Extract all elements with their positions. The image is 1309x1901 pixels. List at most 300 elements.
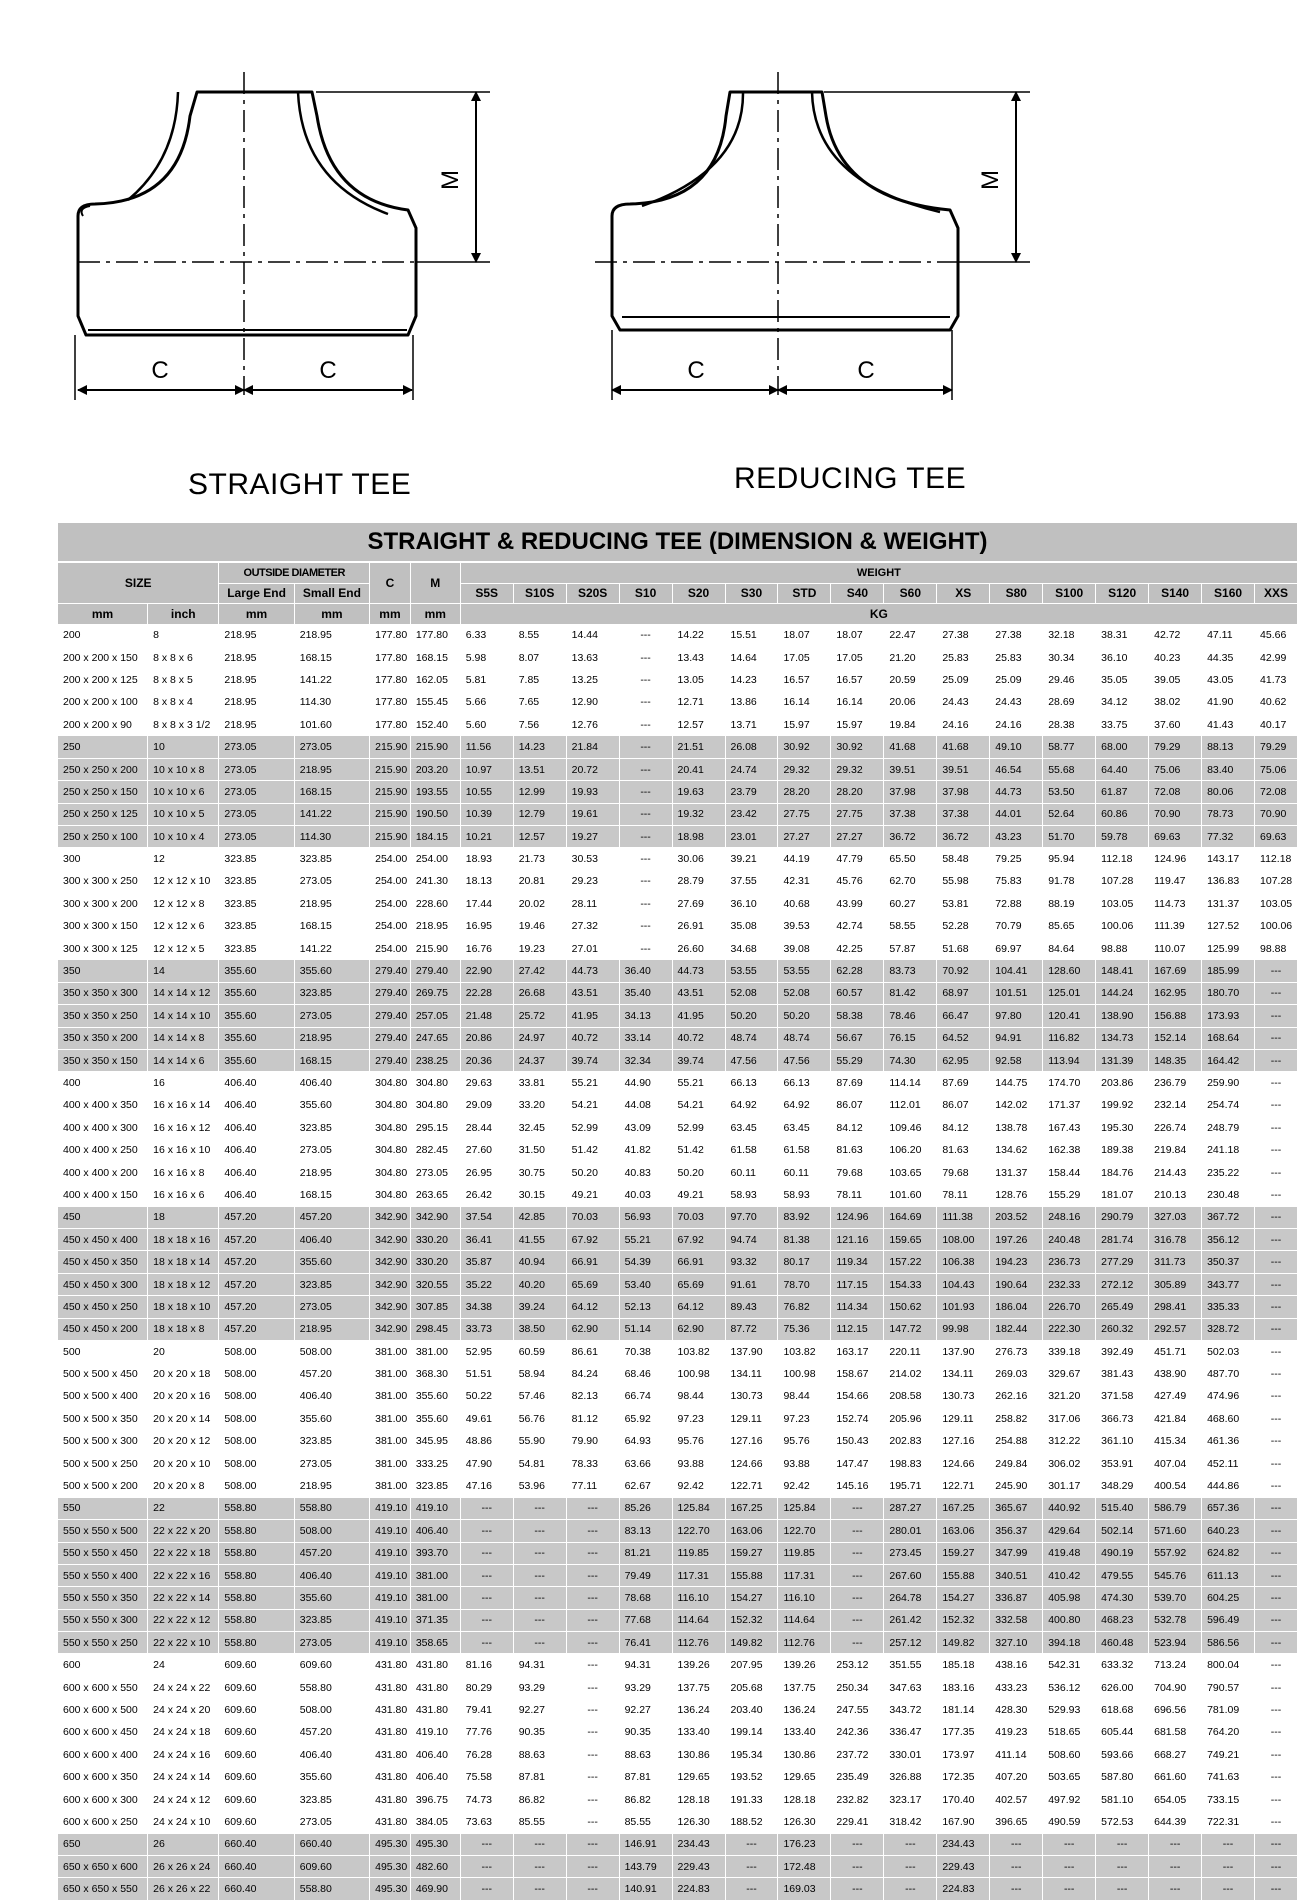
table-cell: --- (831, 1632, 884, 1654)
table-cell: 19.63 (672, 781, 725, 803)
table-cell: 30.92 (831, 736, 884, 758)
table-cell: 152.74 (831, 1408, 884, 1430)
table-cell: 60.11 (725, 1161, 778, 1183)
table-cell: 33.14 (619, 1027, 672, 1049)
table-cell: 14.23 (513, 736, 566, 758)
table-cell: 91.78 (1043, 870, 1096, 892)
weight-header: WEIGHT (460, 562, 1297, 583)
table-cell: --- (884, 1855, 937, 1877)
table-cell: 572.53 (1096, 1811, 1149, 1833)
table-cell: 20.36 (460, 1049, 513, 1071)
table-cell: 500 (58, 1341, 148, 1363)
schedule-header: S100 (1043, 583, 1096, 604)
table-cell: 550 x 550 x 350 (58, 1587, 148, 1609)
table-cell: 29.09 (460, 1094, 513, 1116)
table-cell: 235.49 (831, 1766, 884, 1788)
table-cell: 350 x 350 x 300 (58, 982, 148, 1004)
table-cell: --- (513, 1609, 566, 1631)
table-cell: 451.71 (1149, 1341, 1202, 1363)
table-cell: 83.40 (1202, 758, 1255, 780)
table-cell: 431.80 (370, 1721, 411, 1743)
table-cell: 84.12 (937, 1117, 990, 1139)
table-cell: 103.65 (884, 1161, 937, 1183)
table-cell: 152.32 (937, 1609, 990, 1631)
table-row (58, 1027, 1298, 1049)
table-cell: --- (619, 736, 672, 758)
table-cell: 36.72 (884, 826, 937, 848)
table-cell: 431.80 (410, 1676, 460, 1698)
table-cell: 52.13 (619, 1296, 672, 1318)
table-cell: 733.15 (1202, 1788, 1255, 1810)
table-cell: 450 x 450 x 350 (58, 1251, 148, 1273)
table-cell: 94.31 (513, 1654, 566, 1676)
table-cell: 122.71 (725, 1475, 778, 1497)
table-cell: 122.70 (672, 1520, 725, 1542)
table-cell: 128.18 (778, 1788, 831, 1810)
reducing-dim-m: M (977, 170, 1004, 190)
table-cell: 508.00 (294, 1699, 369, 1721)
table-cell: 86.82 (513, 1788, 566, 1810)
table-cell: 406.40 (294, 1072, 369, 1094)
table-cell: 65.50 (884, 848, 937, 870)
m-header: M (410, 562, 460, 604)
table-cell: 558.80 (219, 1542, 294, 1564)
table-cell: 41.90 (1202, 691, 1255, 713)
table-cell: 224.83 (937, 1878, 990, 1900)
table-cell: 220.11 (884, 1341, 937, 1363)
table-cell: 355.60 (294, 960, 369, 982)
c-header: C (370, 562, 411, 604)
table-cell: 39.74 (672, 1049, 725, 1071)
reducing-tee-drawing (595, 72, 1030, 400)
table-cell: 33.20 (513, 1094, 566, 1116)
table-cell: 114.14 (884, 1072, 937, 1094)
table-cell: 300 x 300 x 250 (58, 870, 148, 892)
table-cell: 253.12 (831, 1654, 884, 1676)
table-cell: 400 x 400 x 150 (58, 1184, 148, 1206)
table-cell: 53.55 (725, 960, 778, 982)
table-cell: 304.80 (370, 1117, 411, 1139)
table-cell: 55.29 (831, 1049, 884, 1071)
table-cell: 121.16 (831, 1229, 884, 1251)
table-cell: 218.95 (219, 669, 294, 691)
table-cell: 400 x 400 x 350 (58, 1094, 148, 1116)
table-cell: 84.64 (1043, 937, 1096, 959)
table-cell: 202.83 (884, 1430, 937, 1452)
table-cell: 54.21 (566, 1094, 619, 1116)
table-cell: 457.20 (219, 1206, 294, 1228)
table-cell: 20 (148, 1341, 219, 1363)
table-cell: 304.80 (370, 1094, 411, 1116)
schedule-header: S30 (725, 583, 778, 604)
table-cell: 79.41 (460, 1699, 513, 1721)
table-cell: 25.83 (990, 646, 1043, 668)
table-cell: 28.38 (1043, 714, 1096, 736)
table-cell: 558.80 (294, 1878, 369, 1900)
table-cell: 13.63 (566, 646, 619, 668)
table-cell: --- (1255, 1855, 1298, 1877)
table-cell: 28.20 (831, 781, 884, 803)
table-cell: 168.15 (294, 646, 369, 668)
table-cell: 200 x 200 x 100 (58, 691, 148, 713)
table-cell: 74.73 (460, 1788, 513, 1810)
table-cell: 16 x 16 x 14 (148, 1094, 219, 1116)
table-cell: 78.68 (619, 1587, 672, 1609)
table-cell: 254.00 (370, 848, 411, 870)
table-cell: 406.40 (219, 1094, 294, 1116)
table-cell: --- (619, 870, 672, 892)
table-cell: 52.08 (725, 982, 778, 1004)
table-cell: 177.80 (370, 669, 411, 691)
table-cell: 128.18 (672, 1788, 725, 1810)
table-cell: 16 x 16 x 8 (148, 1161, 219, 1183)
table-cell: 43.05 (1202, 669, 1255, 691)
table-cell: 177.80 (370, 691, 411, 713)
table-cell: 10 x 10 x 8 (148, 758, 219, 780)
table-cell: 52.99 (566, 1117, 619, 1139)
table-cell: 12.99 (513, 781, 566, 803)
table-cell: 419.10 (370, 1609, 411, 1631)
table-cell: 633.32 (1096, 1654, 1149, 1676)
table-cell: --- (1255, 1878, 1298, 1900)
table-cell: 609.60 (219, 1811, 294, 1833)
table-cell: --- (566, 1766, 619, 1788)
table-cell: 8 x 8 x 6 (148, 646, 219, 668)
table-cell: 127.52 (1202, 915, 1255, 937)
table-cell: 53.50 (1043, 781, 1096, 803)
table-cell: 155.45 (410, 691, 460, 713)
table-cell: --- (460, 1520, 513, 1542)
table-cell: 419.10 (370, 1542, 411, 1564)
table-cell: 381.00 (410, 1587, 460, 1609)
table-cell: --- (884, 1878, 937, 1900)
table-cell: 86.07 (831, 1094, 884, 1116)
table-cell: 64.12 (566, 1296, 619, 1318)
table-cell: 381.00 (370, 1430, 411, 1452)
table-cell: 65.69 (566, 1273, 619, 1295)
table-cell: 500 x 500 x 300 (58, 1430, 148, 1452)
table-cell: 95.94 (1043, 848, 1096, 870)
table-cell: 189.38 (1096, 1139, 1149, 1161)
table-cell: 27.60 (460, 1139, 513, 1161)
table-cell: 62.28 (831, 960, 884, 982)
table-cell: 37.38 (937, 803, 990, 825)
table-cell: 495.30 (410, 1833, 460, 1855)
table-cell: --- (566, 1520, 619, 1542)
table-row (58, 1609, 1298, 1631)
table-cell: 41.68 (937, 736, 990, 758)
table-cell: 22 (148, 1497, 219, 1519)
table-cell: 125.84 (672, 1497, 725, 1519)
table-cell: --- (460, 1497, 513, 1519)
table-cell: --- (1255, 1721, 1298, 1743)
table-cell: 154.27 (937, 1587, 990, 1609)
table-cell: 790.57 (1202, 1676, 1255, 1698)
table-cell: 222.30 (1043, 1318, 1096, 1340)
table-cell: 247.55 (831, 1699, 884, 1721)
table-cell: 40.62 (1255, 691, 1298, 713)
table-cell: 120.41 (1043, 1005, 1096, 1027)
table-cell: 86.82 (619, 1788, 672, 1810)
table-row (58, 848, 1298, 870)
table-cell: 345.95 (410, 1430, 460, 1452)
table-cell: 342.90 (370, 1229, 411, 1251)
table-cell: 600 x 600 x 350 (58, 1766, 148, 1788)
table-cell: 18 x 18 x 16 (148, 1229, 219, 1251)
table-cell: 116.82 (1043, 1027, 1096, 1049)
table-cell: 58.55 (884, 915, 937, 937)
table-cell: 226.70 (1043, 1296, 1096, 1318)
table-cell: 200 (58, 624, 148, 646)
table-cell: --- (1255, 1654, 1298, 1676)
table-row (58, 1699, 1298, 1721)
table-cell: 100.98 (672, 1363, 725, 1385)
table-cell: 39.08 (778, 937, 831, 959)
table-cell: 495.30 (370, 1878, 411, 1900)
table-cell: 155.88 (937, 1564, 990, 1586)
table-cell: 53.40 (619, 1273, 672, 1295)
table-cell: 267.60 (884, 1564, 937, 1586)
table-cell: 600 (58, 1654, 148, 1676)
table-cell: 24 x 24 x 20 (148, 1699, 219, 1721)
table-cell: 323.85 (219, 915, 294, 937)
table-cell: 218.95 (219, 646, 294, 668)
table-cell: 10 x 10 x 6 (148, 781, 219, 803)
table-cell: 596.49 (1202, 1609, 1255, 1631)
table-cell: 474.96 (1202, 1385, 1255, 1407)
table-cell: 108.00 (937, 1229, 990, 1251)
table-cell: 93.32 (725, 1251, 778, 1273)
table-cell: 318.42 (884, 1811, 937, 1833)
table-cell: 177.35 (937, 1721, 990, 1743)
table-cell: 18 (148, 1206, 219, 1228)
table-cell: 98.44 (672, 1385, 725, 1407)
table-cell: 228.60 (410, 893, 460, 915)
table-cell: --- (566, 1855, 619, 1877)
table-cell: 101.51 (990, 982, 1043, 1004)
table-cell: 54.21 (672, 1094, 725, 1116)
table-cell: 89.43 (725, 1296, 778, 1318)
table-cell: 381.00 (370, 1452, 411, 1474)
table-cell: 300 x 300 x 150 (58, 915, 148, 937)
table-row (58, 1788, 1298, 1810)
table-cell: 502.14 (1096, 1520, 1149, 1542)
table-cell: 114.73 (1149, 893, 1202, 915)
table-cell: 273.05 (294, 1452, 369, 1474)
table-row (58, 736, 1298, 758)
table-cell: 29.46 (1043, 669, 1096, 691)
table-cell: 624.82 (1202, 1542, 1255, 1564)
table-cell: 66.47 (937, 1005, 990, 1027)
table-cell: --- (1255, 1766, 1298, 1788)
table-cell: 431.80 (370, 1766, 411, 1788)
table-cell: 13.05 (672, 669, 725, 691)
table-cell: 10.97 (460, 758, 513, 780)
table-cell: 350 (58, 960, 148, 982)
table-cell: 195.30 (1096, 1117, 1149, 1139)
table-cell: 100.06 (1255, 915, 1298, 937)
schedule-header: XXS (1255, 583, 1298, 604)
table-cell: 350 x 350 x 250 (58, 1005, 148, 1027)
table-cell: 343.77 (1202, 1273, 1255, 1295)
table-cell: 419.10 (370, 1587, 411, 1609)
table-cell: 323.85 (294, 982, 369, 1004)
table-cell: 35.22 (460, 1273, 513, 1295)
table-cell: 38.31 (1096, 624, 1149, 646)
table-cell: 70.79 (990, 915, 1043, 937)
table-cell: --- (566, 1564, 619, 1586)
table-cell: 75.83 (990, 870, 1043, 892)
table-cell: 419.10 (370, 1520, 411, 1542)
table-cell: 90.35 (619, 1721, 672, 1743)
table-cell: 147.47 (831, 1452, 884, 1474)
table-cell: --- (566, 1587, 619, 1609)
table-cell: 150.62 (884, 1296, 937, 1318)
schedule-header: S20S (566, 583, 619, 604)
table-cell: 479.55 (1096, 1564, 1149, 1586)
table-cell: 40.17 (1255, 714, 1298, 736)
table-row (58, 1184, 1298, 1206)
table-cell: --- (1255, 1811, 1298, 1833)
table-cell: 353.91 (1096, 1452, 1149, 1474)
table-cell: 323.85 (219, 893, 294, 915)
straight-dim-c-left: C (151, 357, 169, 384)
table-cell: 323.85 (219, 937, 294, 959)
table-cell: 49.21 (566, 1184, 619, 1206)
table-cell: 219.84 (1149, 1139, 1202, 1161)
table-cell: 18.07 (778, 624, 831, 646)
table-cell: 305.89 (1149, 1273, 1202, 1295)
table-cell: 600 x 600 x 400 (58, 1744, 148, 1766)
table-cell: 361.10 (1096, 1430, 1149, 1452)
unit-header: mm (370, 604, 411, 625)
table-cell: 75.36 (778, 1318, 831, 1340)
table-cell: 111.38 (937, 1206, 990, 1228)
table-cell: 33.81 (513, 1072, 566, 1094)
table-cell: 72.08 (1255, 781, 1298, 803)
table-cell: 66.91 (672, 1251, 725, 1273)
table-cell: 550 x 550 x 500 (58, 1520, 148, 1542)
table-cell: 18 x 18 x 12 (148, 1273, 219, 1295)
table-cell: 355.60 (410, 1385, 460, 1407)
table-cell: 131.39 (1096, 1049, 1149, 1071)
table-cell: 273.05 (294, 870, 369, 892)
table-cell: 101.60 (294, 714, 369, 736)
table-cell: 38.02 (1149, 691, 1202, 713)
table-cell: 323.17 (884, 1788, 937, 1810)
table-cell: --- (1255, 1497, 1298, 1519)
table-cell: 407.20 (990, 1766, 1043, 1788)
table-cell: --- (831, 1587, 884, 1609)
table-row (58, 1430, 1298, 1452)
table-cell: 33.75 (1096, 714, 1149, 736)
tee-drawings (0, 0, 1309, 520)
table-cell: 419.10 (410, 1497, 460, 1519)
table-cell: 320.55 (410, 1273, 460, 1295)
table-cell: 419.10 (410, 1721, 460, 1743)
table-cell: 159.27 (937, 1542, 990, 1564)
table-cell: 27.32 (566, 915, 619, 937)
table-cell: 298.41 (1149, 1296, 1202, 1318)
table-cell: 50.20 (778, 1005, 831, 1027)
table-cell: 20.86 (460, 1027, 513, 1049)
table-cell: 91.61 (725, 1273, 778, 1295)
table-cell: 62.90 (566, 1318, 619, 1340)
table-cell: 5.98 (460, 646, 513, 668)
table-cell: 232.82 (831, 1788, 884, 1810)
table-cell: 17.05 (778, 646, 831, 668)
table-row (58, 1721, 1298, 1743)
table-cell: 277.29 (1096, 1251, 1149, 1273)
table-cell: 419.10 (370, 1564, 411, 1586)
table-cell: 321.20 (1043, 1385, 1096, 1407)
table-cell: --- (566, 1811, 619, 1833)
table-cell: --- (1255, 1251, 1298, 1273)
unit-header: mm (58, 604, 148, 625)
table-cell: 12 x 12 x 8 (148, 893, 219, 915)
table-cell: 330.01 (884, 1744, 937, 1766)
table-cell: 355.60 (219, 1049, 294, 1071)
table-cell: 295.15 (410, 1117, 460, 1139)
table-cell: 316.78 (1149, 1229, 1202, 1251)
table-cell: 550 x 550 x 300 (58, 1609, 148, 1631)
table-cell: 37.55 (725, 870, 778, 892)
table-cell: 159.65 (884, 1229, 937, 1251)
table-cell: 254.88 (990, 1430, 1043, 1452)
table-cell: 557.92 (1149, 1542, 1202, 1564)
table-cell: 48.74 (778, 1027, 831, 1049)
table-cell: 27.69 (672, 893, 725, 915)
table-cell: 124.96 (831, 1206, 884, 1228)
table-cell: 119.85 (778, 1542, 831, 1564)
table-cell: --- (1096, 1855, 1149, 1877)
table-cell: 116.10 (778, 1587, 831, 1609)
table-cell: 68.00 (1096, 736, 1149, 758)
table-cell: 162.05 (410, 669, 460, 691)
table-cell: 593.66 (1096, 1744, 1149, 1766)
table-cell: 93.29 (513, 1676, 566, 1698)
table-cell: 60.11 (778, 1161, 831, 1183)
table-cell: 21.73 (513, 848, 566, 870)
table-cell: 129.11 (937, 1408, 990, 1430)
table-cell: 749.21 (1202, 1744, 1255, 1766)
table-cell: 66.13 (725, 1072, 778, 1094)
table-cell: 250 x 250 x 125 (58, 803, 148, 825)
table-cell: 12.90 (566, 691, 619, 713)
table-cell: 500 x 500 x 250 (58, 1452, 148, 1474)
table-cell: --- (1255, 1542, 1298, 1564)
table-cell: --- (619, 893, 672, 915)
table-cell: 64.52 (937, 1027, 990, 1049)
table-cell: 55.68 (1043, 758, 1096, 780)
table-cell: 53.96 (513, 1475, 566, 1497)
table-cell: 16.57 (831, 669, 884, 691)
straight-tee-caption: STRAIGHT TEE (188, 468, 412, 501)
table-cell: 24 x 24 x 10 (148, 1811, 219, 1833)
table-cell: --- (460, 1855, 513, 1877)
table-cell: 618.68 (1096, 1699, 1149, 1721)
table-cell: 12 x 12 x 5 (148, 937, 219, 959)
table-cell: --- (1255, 1184, 1298, 1206)
table-cell: 508.00 (219, 1452, 294, 1474)
table-cell: 10 (148, 736, 219, 758)
table-cell: 24.37 (513, 1049, 566, 1071)
table-cell: 76.15 (884, 1027, 937, 1049)
table-cell: 56.93 (619, 1206, 672, 1228)
table-cell: 16.14 (831, 691, 884, 713)
table-cell: 356.12 (1202, 1229, 1255, 1251)
unit-header: inch (148, 604, 219, 625)
